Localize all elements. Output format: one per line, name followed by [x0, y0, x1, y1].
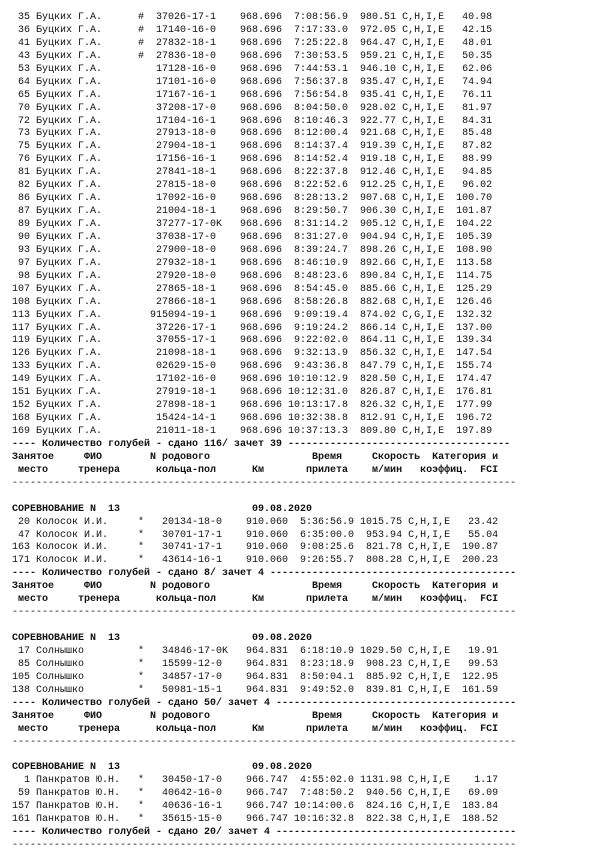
- result-row: 76 Буцких Г.А. 17156-16-1 968.696 8:14:52.4 919.18 C,H,I,E 88.99: [12, 154, 493, 166]
- result-row: 53 Буцких Г.А. 17128-16-0 968.696 7:44:53.1 946.10 C,H,I,E 62.06: [12, 63, 493, 75]
- result-row: 126 Буцких Г.А. 21098-18-1 968.696 9:32:13.9 856.32 C,H,I,E 147.54: [12, 348, 493, 360]
- result-row: 98 Буцких Г.А. 27920-18-0 968.696 8:48:23.6 890.84 C,H,I,E 114.75: [12, 270, 493, 282]
- result-row: 17 Солнышко * 34846-17-0K 964.831 6:18:10.9 1029.50 C,H,I,E 19.91: [12, 645, 499, 657]
- divider: ------------------------------------------------------------------------------------: [12, 607, 517, 619]
- section-block: [12, 711, 600, 853]
- result-row: 47 Колосок И.И. * 30701-17-1 910.060 6:35:00.0 953.94 C,H,I,E 55.04: [12, 529, 499, 541]
- result-row: 65 Буцких Г.А. 17167-16-1 968.696 7:56:54.8 935.41 C,H,I,E 76.11: [12, 89, 493, 101]
- result-row: 113 Буцких Г.А. 915094-19-1 968.696 9:09:19.4 874.02 C,G,I,E 132.32: [12, 309, 493, 321]
- result-row: 73 Буцких Г.А. 27913-18-0 968.696 8:12:00.4 921.68 C,H,I,E 85.48: [12, 128, 493, 140]
- result-row: 151 Буцких Г.А. 27919-18-1 968.696 10:12:31.0 826.87 C,H,I,E 176.81: [12, 387, 493, 399]
- section-summary: ---- Количество голубей - сдано 50/ зачет 4 ----------------------------------------: [12, 697, 517, 709]
- result-row: 168 Буцких Г.А. 15424-14-1 968.696 10:32:38.8 812.91 C,H,I,E 196.72: [12, 413, 493, 425]
- result-row: 85 Солнышко * 15599-12-0 964.831 8:23:18.9 908.23 C,H,I,E 99.53: [12, 658, 499, 670]
- column-header-line-2: место тренера кольца-пол Км прилета м/мин коэффиц. FCI: [12, 723, 499, 735]
- result-row: 108 Буцких Г.А. 27866-18-1 968.696 8:58:26.8 882.68 C,H,I,E 126.46: [12, 296, 493, 308]
- section-block: [12, 452, 600, 581]
- result-row: 152 Буцких Г.А. 27898-18-1 968.696 10:13:17.8 826.32 C,H,I,E 177.99: [12, 400, 493, 412]
- result-row: 81 Буцких Г.А. 27841-18-1 968.696 8:22:37.8 912.46 C,H,I,E 94.85: [12, 167, 493, 179]
- result-row: 86 Буцких Г.А. 17092-16-0 968.696 8:28:13.2 907.68 C,H,I,E 100.70: [12, 193, 493, 205]
- result-row: 43 Буцких Г.А. # 27836-18-0 968.696 7:30:53.5 959.21 C,H,I,E 50.35: [12, 50, 493, 62]
- section-title: СОРЕВНОВАНИЕ N 13 09.08.2020: [12, 762, 313, 774]
- column-header-line-1: Занятое ФИО N родового Время Скорость Категория и: [12, 710, 499, 722]
- result-row: 149 Буцких Г.А. 17102-16-0 968.696 10:10:12.9 828.50 C,H,I,E 174.47: [12, 374, 493, 386]
- result-row: 163 Колосок И.И. * 30741-17-1 910.060 9:08:25.6 821.78 C,H,I,E 190.87: [12, 542, 499, 554]
- result-row: 89 Буцких Г.А. 37277-17-0K 968.696 8:31:14.2 905.12 C,H,I,E 104.22: [12, 219, 493, 230]
- results-document: [12, 12, 600, 853]
- column-header-line-2: место тренера кольца-пол Км прилета м/мин коэффиц. FCI: [12, 464, 499, 476]
- result-row: 93 Буцких Г.А. 27900-18-0 968.696 8:39:24.7 898.26 C,H,I,E 108.90: [12, 244, 493, 256]
- section-summary: ---- Количество голубей - сдано 8/ зачет 4 -----------------------------------------: [12, 568, 517, 580]
- result-row: 75 Буцких Г.А. 27904-18-1 968.696 8:14:37.4 919.39 C,H,I,E 87.82: [12, 141, 493, 153]
- result-row: 138 Солнышко * 50981-15-1 964.831 9:49:52.0 839.81 C,H,I,E 161.59: [12, 684, 499, 696]
- result-row: 36 Буцких Г.А. # 17140-16-0 968.696 7:17:33.0 972.05 C,H,I,E 42.15: [12, 24, 493, 36]
- result-row: 171 Колосок И.И. * 43614-16-1 910.060 9:26:55.7 808.28 C,H,I,E 200.23: [12, 555, 499, 567]
- result-row: 35 Буцких Г.А. # 37026-17-1 968.696 7:08:56.9 980.51 C,H,I,E 40.98: [12, 12, 493, 23]
- result-row: 119 Буцких Г.А. 37055-17-1 968.696 9:22:02.0 864.11 C,H,I,E 139.34: [12, 335, 493, 347]
- section-block: [12, 581, 600, 710]
- result-row: 72 Буцких Г.А. 17104-16-1 968.696 8:10:46.3 922.77 C,H,I,E 84.31: [12, 115, 493, 127]
- result-row: 117 Буцких Г.А. 37226-17-1 968.696 9:19:24.2 866.14 C,H,I,E 137.00: [12, 322, 493, 334]
- result-row: 59 Панкратов Ю.Н. * 40642-16-0 966.747 7:48:50.2 940.56 C,H,I,E 69.09: [12, 788, 499, 800]
- column-header-line-2: место тренера кольца-пол Км прилета м/мин коэффиц. FCI: [12, 594, 499, 606]
- section-summary: ---- Количество голубей - сдано 116/ зачет 39 -------------------------------------: [12, 438, 511, 450]
- result-row: 70 Буцких Г.А. 37208-17-0 968.696 8:04:50.0 928.02 C,H,I,E 81.97: [12, 102, 493, 114]
- result-row: 161 Панкратов Ю.Н. * 35615-15-0 966.747 10:16:32.8 822.38 C,H,I,E 188.52: [12, 814, 499, 826]
- result-row: 169 Буцких Г.А. 21011-18-1 968.696 10:37:13.3 809.80 C,H,I,E 197.89: [12, 426, 493, 437]
- result-row: 107 Буцких Г.А. 27865-18-1 968.696 8:54:45.0 885.66 C,H,I,E 125.29: [12, 283, 493, 295]
- result-row: 97 Буцких Г.А. 27932-18-1 968.696 8:46:10.9 892.66 C,H,I,E 113.58: [12, 257, 493, 269]
- result-row: 1 Панкратов Ю.Н. * 30450-17-0 966.747 4:55:02.0 1131.98 C,H,I,E 1.17: [12, 775, 499, 787]
- result-row: 87 Буцких Г.А. 21004-18-1 968.696 8:29:50.7 906.30 C,H,I,E 101.87: [12, 206, 493, 218]
- result-row: 90 Буцких Г.А. 37038-17-0 968.696 8:31:27.0 904.94 C,H,I,E 105.39: [12, 231, 493, 243]
- column-header-line-1: Занятое ФИО N родового Время Скорость Категория и: [12, 451, 499, 463]
- section-title: СОРЕВНОВАНИЕ N 13 09.08.2020: [12, 633, 313, 644]
- result-row: 82 Буцких Г.А. 27815-18-0 968.696 8:22:52.6 912.25 C,H,I,E 96.02: [12, 180, 493, 192]
- spacer: [12, 749, 600, 762]
- result-row: 157 Панкратов Ю.Н. * 40636-16-1 966.747 10:14:00.6 824.16 C,H,I,E 183.84: [12, 801, 499, 813]
- result-row: 41 Буцких Г.А. # 27832-18-1 968.696 7:25:22.8 964.47 C,H,I,E 48.01: [12, 37, 493, 49]
- result-row: 64 Буцких Г.А. 17101-16-0 968.696 7:56:37.8 935.47 C,H,I,E 74.94: [12, 76, 493, 88]
- first-section: [12, 12, 600, 452]
- result-row: 105 Солнышко * 34857-17-0 964.831 8:50:04.1 885.92 C,H,I,E 122.95: [12, 671, 499, 683]
- column-header-line-1: Занятое ФИО N родового Время Скорость Категория и: [12, 581, 499, 593]
- spacer: [12, 620, 600, 633]
- spacer: [12, 491, 600, 504]
- divider: ------------------------------------------------------------------------------------: [12, 840, 517, 851]
- divider: ------------------------------------------------------------------------------------: [12, 736, 517, 748]
- section-title: СОРЕВНОВАНИЕ N 13 09.08.2020: [12, 503, 313, 515]
- result-row: 20 Колосок И.И. * 20134-18-0 910.060 5:36:56.9 1015.75 C,H,I,E 23.42: [12, 516, 499, 528]
- divider: ------------------------------------------------------------------------------------: [12, 477, 517, 489]
- result-row: 133 Буцких Г.А. 02629-15-0 968.696 9:43:36.8 847.79 C,H,I,E 155.74: [12, 361, 493, 373]
- section-summary: ---- Количество голубей - сдано 20/ зачет 4 ----------------------------------------: [12, 827, 517, 839]
